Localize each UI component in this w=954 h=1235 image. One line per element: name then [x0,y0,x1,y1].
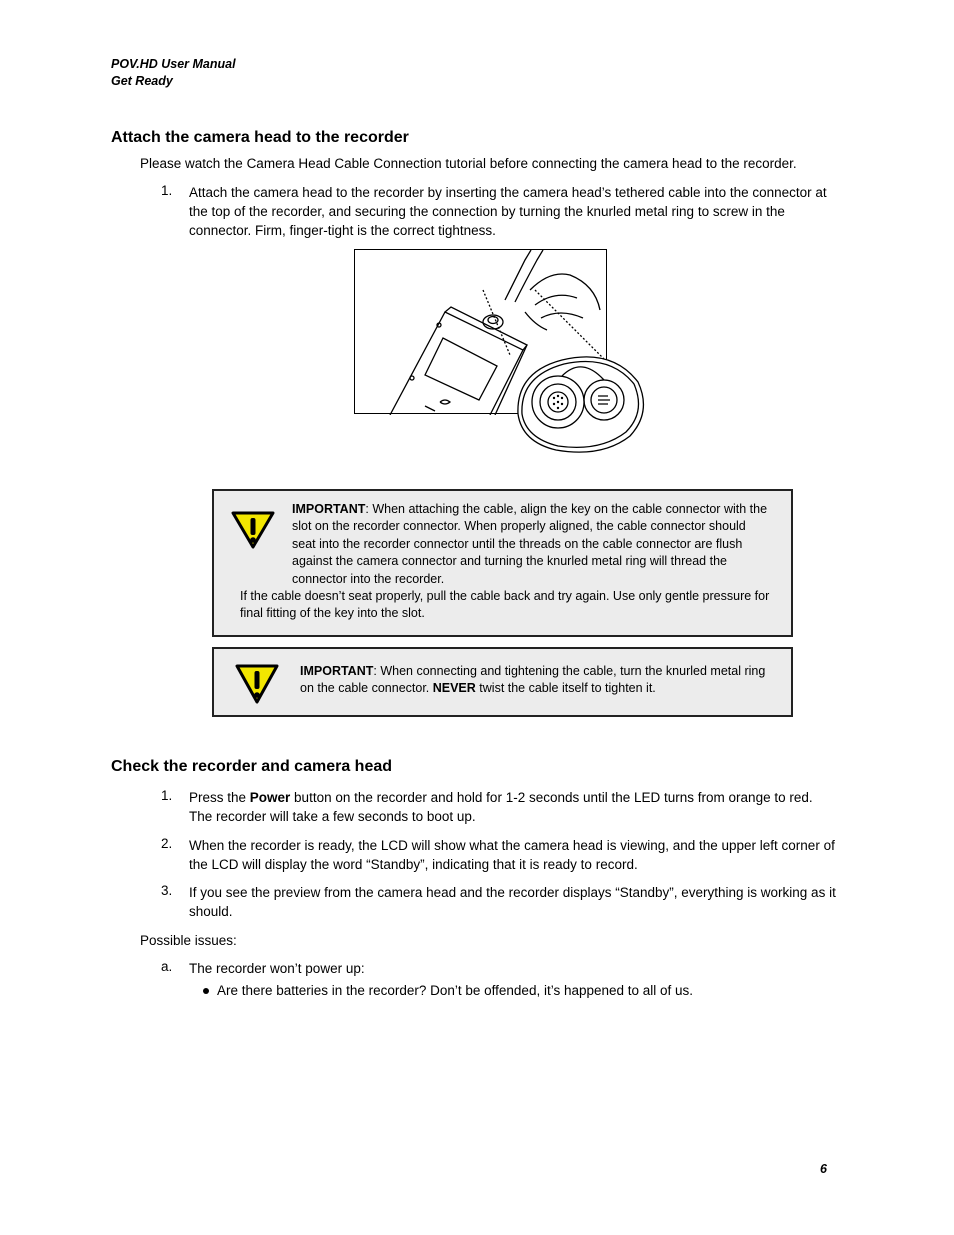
check-step-text [189,788,839,826]
important-note-tightening [212,647,793,717]
attach-step-number: 1. [161,183,173,198]
warning-triangle-icon [230,510,276,550]
section-title: Get Ready [111,74,173,88]
issue-letter: a. [161,959,173,974]
check-step-number: 2. [161,836,173,851]
important-body-part1: : When connecting and tightening the cable, turn the knurled metal ring on the cable connector. [300,664,766,696]
page-number: 6 [820,1162,827,1176]
warning-triangle-icon [234,663,280,705]
check-step-number: 1. [161,788,173,803]
important-note-text [300,663,770,698]
check-heading: Check the recorder and camera head [111,758,393,775]
attach-intro: Please watch the Camera Head Cable Connection tutorial before connecting the camera head to the recorder. [140,156,797,171]
check-step-text: If you see the preview from the camera head and the recorder displays “Standby”, everything is working as it should. [189,885,836,919]
possible-issues-label: Possible issues: [140,933,237,948]
important-body-part2: twist the cable itself to tighten it. [475,681,656,696]
connector-zoom-detail [512,352,650,456]
attach-step-text: Attach the camera head to the recorder by inserting the camera head’s tethered cable into the connector at the top of the recorder, and securing the connection by turning the knurled metal ring to screw in the connector. Firm, finger-tight is the correct tightness. [189,185,827,238]
issue-text: The recorder won’t power up: [189,961,365,976]
important-note-extra: If the cable doesn’t seat properly, pull the cable back and try again. Use only gentle pressure for final fitting of the key into the slot. [240,589,770,621]
issue-bullet-text: Are there batteries in the recorder? Don’t be offended, it’s happened to all of us. [217,983,694,998]
manual-title: POV.HD User Manual [111,57,236,71]
check-step-post: button on the recorder and hold for 1-2 seconds until the LED turns from orange to red. The recorder will take a few seconds to boot up. [189,790,813,824]
important-note-text [292,501,772,588]
important-body: : When attaching the cable, align the key on the cable connector with the slot on the recorder connector. When properly aligned, the cable connector should seat into the recorder connector until the threads on the cable connector are flush against the camera connector and turning the knurled metal ring will thread the connector into the recorder. [292,502,768,586]
check-step-number: 3. [161,883,173,898]
important-label: IMPORTANT [300,664,374,678]
check-step-text: When the recorder is ready, the LCD will show what the camera head is viewing, and the upper left corner of the LCD will display the word “Standby”, indicating that it is ready to record. [189,838,835,872]
check-step-pre: Press the [189,790,250,805]
important-label: IMPORTANT [292,502,366,516]
important-note-cable-alignment [212,489,793,637]
power-emphasis: Power [249,790,291,805]
bullet-dot-icon [203,988,209,994]
never-emphasis: NEVER [432,681,476,696]
attach-heading: Attach the camera head to the recorder [111,129,409,146]
